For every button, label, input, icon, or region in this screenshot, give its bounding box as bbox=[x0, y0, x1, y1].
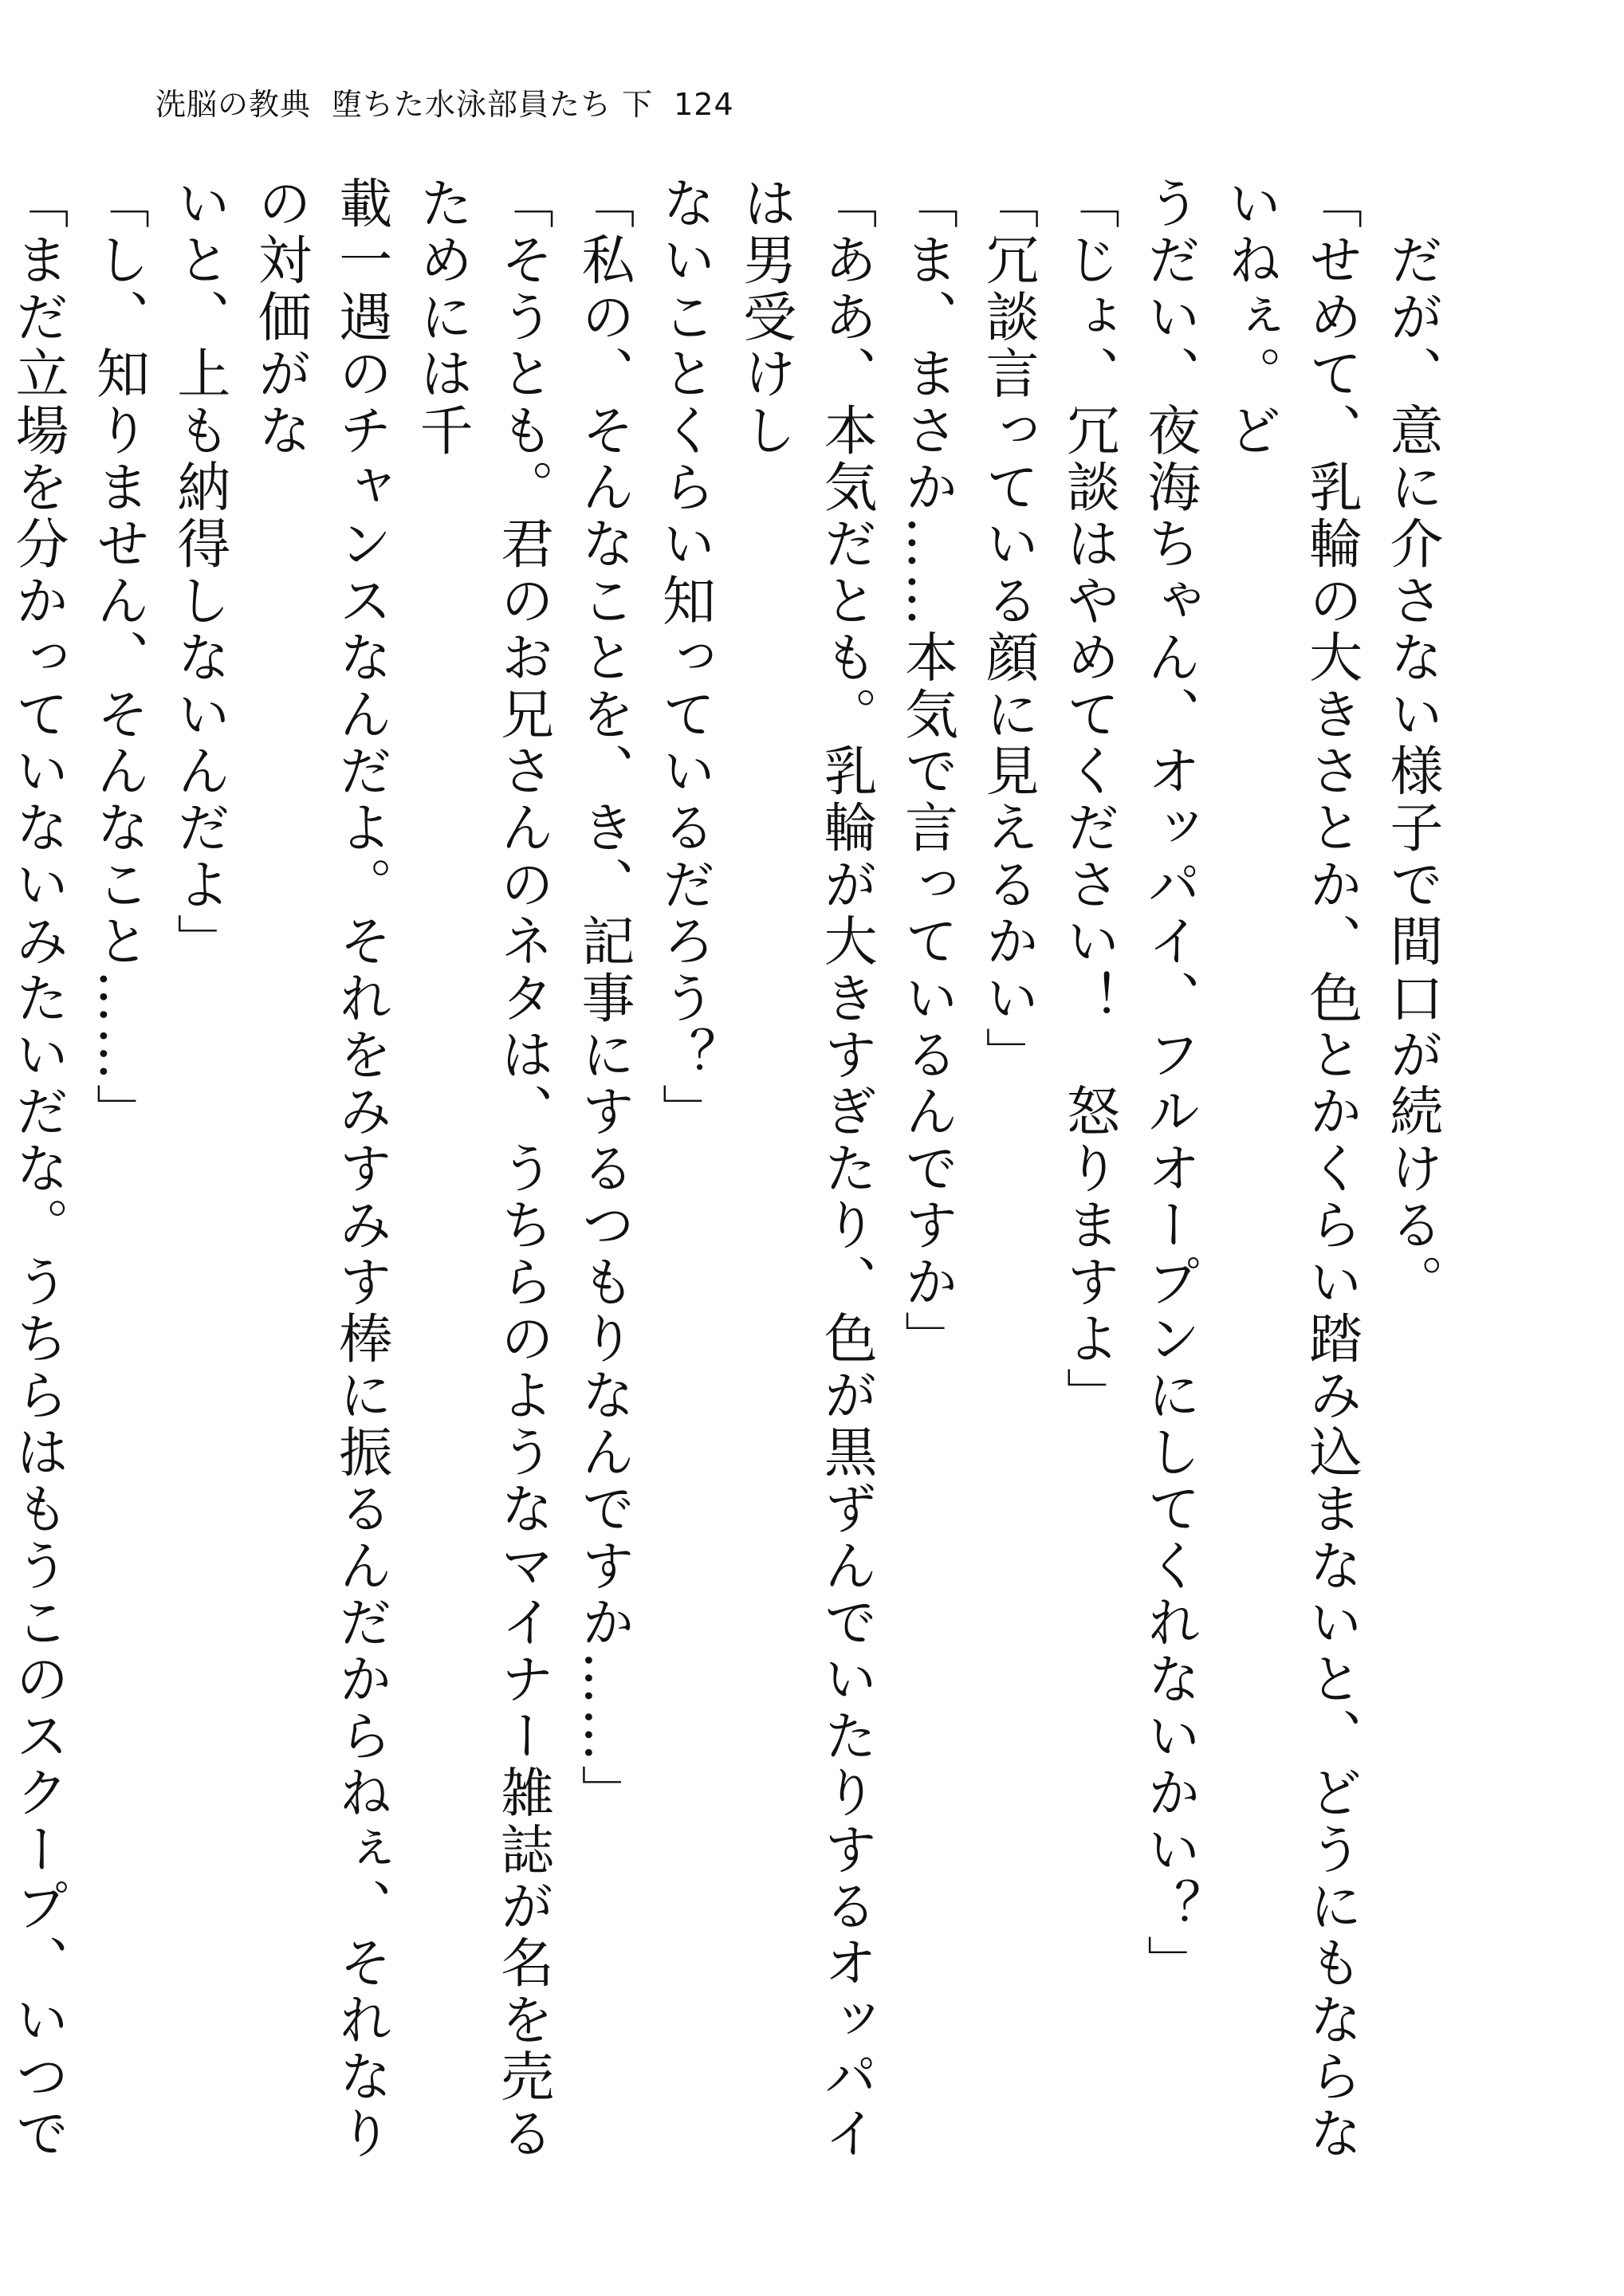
text-line: 「ま、まさか……本気で言っているんですか」 bbox=[896, 175, 959, 1368]
text-line: 「冗談言っている顔に見えるかい」 bbox=[977, 175, 1040, 1084]
text-line: 「し、知りません、そんなこと……」 bbox=[88, 175, 151, 1141]
text-line: 「私の、そんなことを、き、記事にするつもりなんですか……」 bbox=[572, 175, 635, 1822]
text-line: だが、意に介さない様子で間口が続ける。 bbox=[1382, 175, 1444, 1311]
text-line: 載一遇のチャンスなんだよ。それをみすみす棒に振るんだからねぇ、それなりの対価がな bbox=[250, 175, 393, 2162]
text-line: 「まだ立場を分かっていないみたいだな。うちらはもうこのスクープ、いつで bbox=[7, 175, 70, 2162]
book-title: 洗脳の教典 bbox=[155, 87, 312, 122]
text-line: 「ああ、本気だとも。乳輪が大きすぎたり、色が黒ずんでいたりするオッパイは男受けし bbox=[734, 175, 879, 2162]
text-line: 「そうとも。君のお兄さんのネタは、うちらのようなマイナー雑誌が名を売るためには千 bbox=[411, 175, 555, 2162]
running-header bbox=[155, 85, 734, 124]
page-number: 124 bbox=[674, 87, 734, 122]
book-subtitle: 堕ちた水泳部員たち 下 bbox=[332, 87, 654, 122]
text-line: いと、上も納得しないんだよ」 bbox=[168, 175, 231, 970]
text-line: 「じょ、冗談はやめてください！ 怒りますよ」 bbox=[1058, 175, 1121, 1425]
vertical-body-text bbox=[7, 175, 1453, 2216]
text-line: 「せめて、乳輪の大きさとか、色とかくらい踏み込まないと、どうにもならないねぇ。ど bbox=[1220, 175, 1363, 2162]
text-line: うだい、夜海ちゃん、オッパイ、フルオープンにしてくれないかい？」 bbox=[1138, 175, 1201, 1992]
text-line: ないことくらい知っているだろう？」 bbox=[654, 175, 717, 1141]
